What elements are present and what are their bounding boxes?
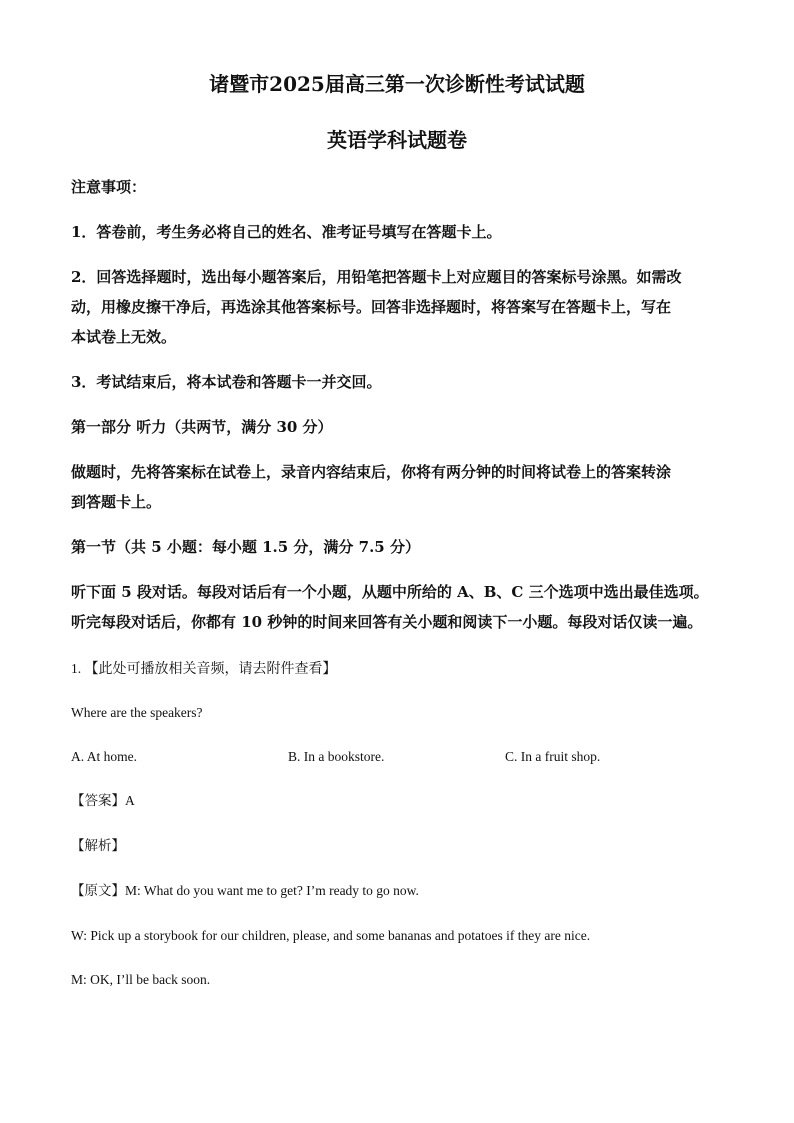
- notice-item-2-line-2: 动，用橡皮擦干净后，再选涂其他答案标号。回答非选择题时，将答案写在答题卡上，写在: [71, 298, 672, 316]
- transcript-line-3: M: OK, I’ll be back soon.: [71, 972, 211, 987]
- question-1-option-b: B. In a bookstore.: [288, 749, 385, 764]
- part1-heading: 第一部分 听力（共两节，满分 30 分）: [71, 418, 333, 436]
- part1-intro-line-2: 到答题卡上。: [71, 493, 162, 511]
- question-1-analysis: 【解析】: [71, 838, 125, 853]
- notice-heading: 注意事项：: [71, 178, 147, 196]
- section1-instruction-line-2: 听完每段对话后，你都有 10 秒钟的时间来回答有关小题和阅读下一小题。每段对话仅读一遍。: [71, 613, 703, 631]
- question-1-option-a: A. At home.: [71, 749, 137, 764]
- notice-item-2-line-3: 本试卷上无效。: [71, 328, 177, 346]
- exam-title: 诸暨市2025届高三第一次诊断性考试试题: [209, 72, 585, 96]
- transcript-line-2: W: Pick up a storybook for our children, please, and some bananas and potatoes if they are nice.: [71, 928, 591, 943]
- question-1-option-c: C. In a fruit shop.: [505, 749, 601, 764]
- question-1-prompt: Where are the speakers?: [71, 705, 203, 720]
- question-1-answer: 【答案】A: [71, 793, 135, 808]
- exam-subtitle: 英语学科试题卷: [327, 128, 467, 152]
- question-1-header: [71, 659, 731, 679]
- notice-item-2-line-1: 2．回答选择题时，选出每小题答案后，用铅笔把答题卡上对应题目的答案标号涂黑。如需改: [71, 268, 682, 286]
- notice-item-1: 1．答卷前，考生务必将自己的姓名、准考证号填写在答题卡上。: [71, 223, 502, 241]
- section1-instruction-line-1: 听下面 5 段对话。每段对话后有一个小题，从题中所给的 A、B、C 三个选项中选出最佳选项。: [71, 583, 709, 601]
- part1-intro-line-1: 做题时，先将答案标在试卷上，录音内容结束后，你将有两分钟的时间将试卷上的答案转涂: [71, 463, 672, 481]
- question-number: 1.: [71, 661, 82, 676]
- audio-note: 【此处可播放相关音频，请去附件查看】: [84, 661, 337, 677]
- section1-heading: 第一节（共 5 小题：每小题 1.5 分，满分 7.5 分）: [71, 538, 420, 556]
- transcript-line-1: 【原文】M: What do you want me to get? I’m ready to go now.: [71, 883, 419, 898]
- notice-item-3: 3．考试结束后，将本试卷和答题卡一并交回。: [71, 373, 382, 391]
